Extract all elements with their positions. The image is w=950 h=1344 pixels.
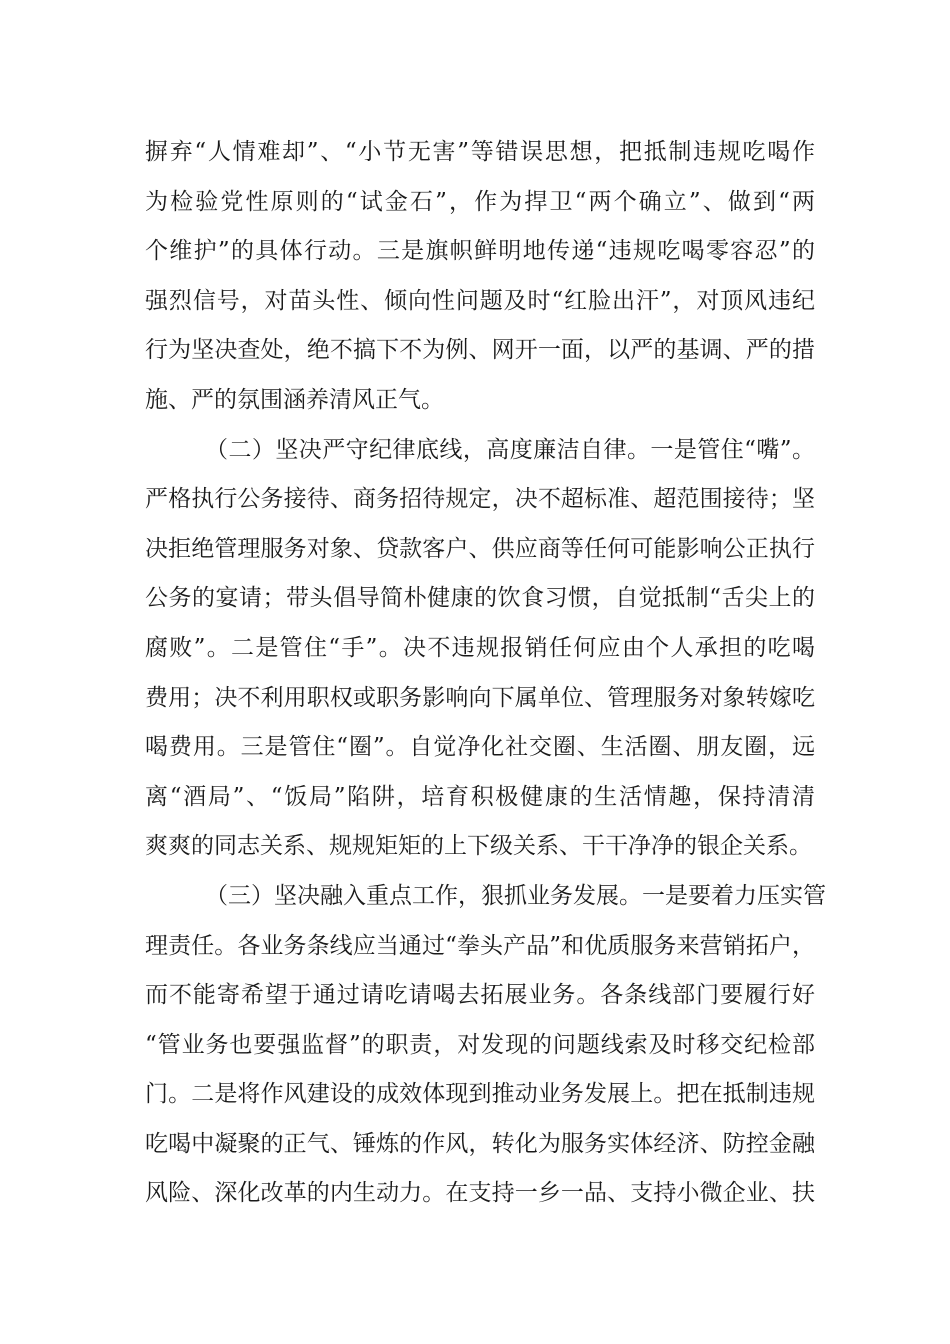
text-line: “管业务也要强监督”的职责，对发现的问题线索及时移交纪检部 bbox=[145, 1031, 815, 1058]
text-line: 而不能寄希望于通过请吃请喝去拓展业务。各条线部门要履行好 bbox=[145, 982, 815, 1009]
text-line: 腐败”。二是管住“手”。决不违规报销任何应由个人承担的吃喝 bbox=[145, 634, 815, 661]
text-line: 行为坚决查处，绝不搞下不为例、网开一面，以严的基调、严的措 bbox=[145, 337, 815, 364]
section-heading-line: （二）坚决严守纪律底线，高度廉洁自律。一是管住“嘴”。 bbox=[205, 436, 815, 463]
text-line: 费用；决不利用职权或职务影响向下属单位、管理服务对象转嫁吃 bbox=[145, 684, 815, 711]
text-line: 决拒绝管理服务对象、贷款客户、供应商等任何可能影响公正执行 bbox=[145, 535, 815, 562]
text-line: 强烈信号，对苗头性、倾向性问题及时“红脸出汗”，对顶风违纪 bbox=[145, 287, 815, 314]
text-line: 公务的宴请；带头倡导简朴健康的饮食习惯，自觉抵制“舌尖上的 bbox=[145, 585, 815, 612]
text-line: 理责任。各业务条线应当通过“拳头产品”和优质服务来营销拓户， bbox=[145, 932, 815, 959]
text-line: 爽爽的同志关系、规规矩矩的上下级关系、干干净净的银企关系。 bbox=[145, 833, 812, 860]
text-line: 门。二是将作风建设的成效体现到推动业务发展上。把在抵制违规 bbox=[145, 1081, 815, 1108]
text-line: 为检验党性原则的“试金石”，作为捍卫“两个确立”、做到“两 bbox=[145, 188, 815, 215]
text-line: 个维护”的具体行动。三是旗帜鲜明地传递“违规吃喝零容忍”的 bbox=[145, 238, 815, 265]
text-line: 施、严的氛围涵养清风正气。 bbox=[145, 386, 444, 413]
text-line: 吃喝中凝聚的正气、锤炼的作风，转化为服务实体经济、防控金融 bbox=[145, 1130, 815, 1157]
text-line: 离“酒局”、“饭局”陷阱，培育积极健康的生活情趣，保持清清 bbox=[145, 783, 815, 810]
text-line: 严格执行公务接待、商务招待规定，决不超标准、超范围接待；坚 bbox=[145, 486, 815, 513]
text-line: 摒弃“人情难却”、“小节无害”等错误思想，把抵制违规吃喝作 bbox=[145, 139, 815, 165]
text-line: 风险、深化改革的内生动力。在支持一乡一品、支持小微企业、扶 bbox=[145, 1180, 815, 1207]
document-body bbox=[145, 128, 826, 1219]
section-heading-line: （三）坚决融入重点工作，狠抓业务发展。一是要着力压实管 bbox=[205, 882, 826, 909]
text-line: 喝费用。三是管住“圈”。自觉净化社交圈、生活圈、朋友圈，远 bbox=[145, 734, 815, 761]
